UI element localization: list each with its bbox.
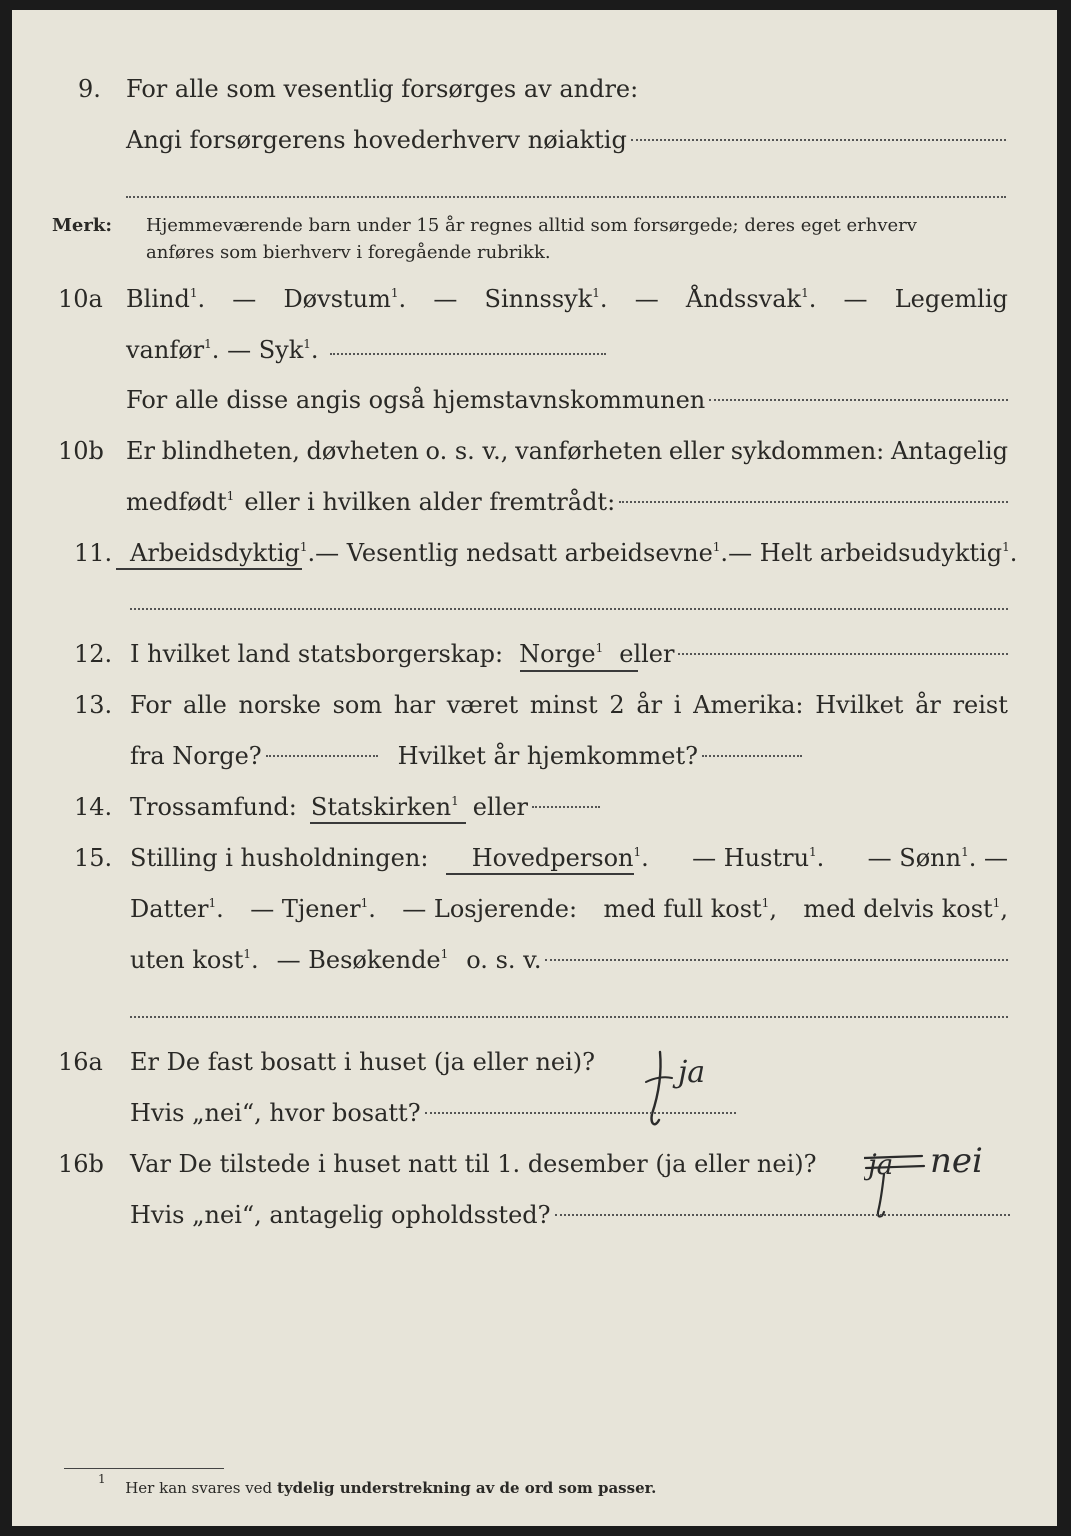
q16a-line1: Er De fast bosatt i huset (ja eller nei)? bbox=[130, 1048, 596, 1076]
q16a-answer-field[interactable] bbox=[425, 1112, 736, 1114]
q11-answer-field[interactable] bbox=[130, 608, 1008, 610]
word: har bbox=[393, 691, 436, 719]
footnote bbox=[98, 1472, 657, 1498]
q10a-number: 10a bbox=[58, 285, 103, 313]
option-sinnssyk[interactable]: Sinnssyk$^1$. bbox=[484, 285, 608, 313]
handwritten-underline-statskirken bbox=[310, 822, 466, 824]
word: været bbox=[446, 691, 519, 719]
merk-label: Merk: bbox=[52, 215, 112, 236]
q13-line1 bbox=[130, 688, 1008, 722]
q16b-line2-text: Hvis „nei“, antagelig opholdssted? bbox=[130, 1201, 551, 1229]
q16a-number: 16a bbox=[58, 1048, 103, 1076]
hjemstavn-text: For alle disse angis også hjemstavnskommunen bbox=[126, 386, 706, 414]
footnote-plain: Her kan svares ved bbox=[125, 1479, 273, 1497]
word: i bbox=[673, 691, 682, 719]
option-syk[interactable]: Syk$^1$. bbox=[258, 336, 319, 364]
q14-text: Trossamfund: bbox=[130, 793, 297, 821]
dash: — bbox=[843, 285, 868, 313]
word: eller bbox=[668, 437, 725, 465]
option-vesentlig-nedsatt[interactable]: — Vesentlig nedsatt arbeidsevne$^1$. bbox=[315, 539, 729, 567]
option-sonn[interactable]: — Sønn$^1$. — bbox=[867, 844, 1008, 872]
option-uten-kost[interactable]: uten kost$^1$. bbox=[130, 946, 259, 974]
option-vanfor[interactable]: vanfør$^1$. bbox=[126, 336, 220, 364]
word: Hvilket bbox=[815, 691, 904, 719]
handwritten-underline-norge bbox=[520, 670, 638, 672]
word: Antagelig bbox=[890, 437, 1008, 465]
q10a-line2 bbox=[126, 333, 606, 367]
q10b-answer-field[interactable] bbox=[619, 501, 1008, 503]
q10a-line1 bbox=[126, 282, 1008, 316]
option-dovstum[interactable]: Døvstum$^1$. bbox=[283, 285, 407, 313]
q16b-line2 bbox=[130, 1198, 1010, 1232]
option-statskirken[interactable]: Statskirken$^1$ bbox=[310, 793, 459, 821]
footnote-rule bbox=[64, 1468, 224, 1469]
q15-line2 bbox=[130, 892, 1008, 926]
q12-eller: eller bbox=[619, 640, 675, 668]
option-blind[interactable]: Blind$^1$. bbox=[126, 285, 206, 313]
word: alle bbox=[182, 691, 227, 719]
merk-line1: Hjemmeværende barn under 15 år regnes alltid som forsørgede; deres eget erhverv bbox=[146, 215, 917, 236]
q16a-line2 bbox=[130, 1096, 736, 1130]
q15-answer-field[interactable] bbox=[545, 959, 1008, 961]
answer-ja-text: ja bbox=[678, 1055, 706, 1090]
word: 2 bbox=[609, 691, 625, 719]
hjemkommet-field[interactable] bbox=[702, 755, 802, 757]
word: Er bbox=[126, 437, 155, 465]
census-form-page bbox=[12, 10, 1057, 1526]
q16b-answer-field[interactable] bbox=[555, 1214, 1010, 1216]
q10a-line3 bbox=[126, 383, 1008, 417]
option-norge[interactable]: Norge$^1$ bbox=[519, 640, 604, 668]
dash: — bbox=[634, 285, 659, 313]
handwritten-underline-hovedperson bbox=[446, 873, 634, 875]
q12-number: 12. bbox=[74, 640, 113, 668]
word: år bbox=[636, 691, 663, 719]
word: norske bbox=[238, 691, 321, 719]
fra-norge-field[interactable] bbox=[266, 755, 378, 757]
q10a-syk-field[interactable] bbox=[330, 353, 606, 355]
word: år bbox=[915, 691, 941, 719]
q12-answer-field[interactable] bbox=[678, 653, 1008, 655]
q9-answer-field[interactable] bbox=[631, 139, 1006, 141]
q15-stilling-text: Stilling i husholdningen: bbox=[130, 844, 429, 872]
option-andssvak[interactable]: Åndssvak$^1$. bbox=[685, 285, 817, 313]
option-medfodt[interactable]: medfødt$^1$ bbox=[126, 488, 235, 516]
hjemkommet-text: Hvilket år hjemkommet? bbox=[397, 742, 699, 770]
q14-line1 bbox=[130, 790, 600, 824]
option-arbeidsdyktig[interactable]: Arbeidsdyktig$^1$. bbox=[130, 539, 316, 567]
q10b-line1 bbox=[126, 434, 1008, 468]
q13-line2 bbox=[130, 739, 802, 773]
q14-number: 14. bbox=[74, 793, 113, 821]
word: som bbox=[332, 691, 383, 719]
option-besokende[interactable]: — Besøkende$^1$ bbox=[276, 946, 449, 974]
footnote-mark: 1 bbox=[98, 1472, 106, 1486]
q10b-line2 bbox=[126, 485, 1008, 519]
q15-answer-field-2[interactable] bbox=[130, 1016, 1008, 1018]
q11-number: 11. bbox=[74, 539, 113, 567]
option-helt-arbeidsudyktig[interactable]: — Helt arbeidsudyktig$^1$. bbox=[728, 539, 1018, 567]
option-hustru[interactable]: — Hustru$^1$. bbox=[692, 844, 825, 872]
word: døvheten bbox=[306, 437, 419, 465]
handwritten-underline-arbeidsdyktig bbox=[116, 568, 302, 570]
word: o. s. v., bbox=[425, 437, 509, 465]
losjerende-text: — Losjerende: bbox=[402, 895, 578, 923]
answer-nei-text: nei bbox=[930, 1141, 983, 1181]
hjemstavn-field[interactable] bbox=[709, 399, 1008, 401]
answer-ja-struck-text: ja bbox=[868, 1148, 894, 1181]
word: minst bbox=[529, 691, 598, 719]
q12-text: I hvilket land statsborgerskap: bbox=[130, 640, 504, 668]
option-tjener[interactable]: — Tjener$^1$. bbox=[250, 895, 376, 923]
q16a-line2-text: Hvis „nei“, hvor bosatt? bbox=[130, 1099, 421, 1127]
word: reist bbox=[952, 691, 1008, 719]
dash: — bbox=[227, 336, 252, 364]
merk-line2: anføres som bierhverv i foregående rubrikk. bbox=[146, 242, 551, 263]
q10b-line2-text: eller i hvilken alder fremtrådt: bbox=[244, 488, 616, 516]
option-datter[interactable]: Datter$^1$. bbox=[130, 895, 224, 923]
q16b-number: 16b bbox=[58, 1150, 104, 1178]
option-delvis-kost[interactable]: med delvis kost$^1$, bbox=[803, 895, 1008, 923]
fra-norge-text: fra Norge? bbox=[130, 742, 262, 770]
q13-number: 13. bbox=[74, 691, 113, 719]
q11-line1 bbox=[130, 536, 1018, 570]
q10b-number: 10b bbox=[58, 437, 104, 465]
option-hovedperson[interactable]: Hovedperson$^1$. bbox=[471, 844, 649, 872]
word: vanførheten bbox=[515, 437, 663, 465]
q14-eller: eller bbox=[472, 793, 528, 821]
footnote-bold: tydelig understrekning av de ord som passer. bbox=[276, 1479, 657, 1497]
dash: — bbox=[433, 285, 458, 313]
option-full-kost[interactable]: med full kost$^1$, bbox=[603, 895, 777, 923]
q9-line2[interactable] bbox=[126, 123, 1006, 157]
word: blindheten, bbox=[161, 437, 300, 465]
q15-line3 bbox=[130, 943, 1008, 977]
dash: — bbox=[232, 285, 257, 313]
q9-number: 9. bbox=[78, 75, 101, 103]
q9-answer-field-2[interactable] bbox=[126, 196, 1006, 198]
q14-answer-field[interactable] bbox=[532, 806, 600, 808]
q12-line1 bbox=[130, 637, 1008, 671]
q16b-line1: Var De tilstede i huset natt til 1. desember (ja eller nei)? bbox=[130, 1150, 817, 1178]
word: sykdommen: bbox=[730, 437, 885, 465]
q9-line2-text: Angi forsørgerens hovederhverv nøiaktig bbox=[126, 126, 627, 154]
q9-line1: For alle som vesentlig forsørges av andre: bbox=[126, 75, 639, 103]
word: For bbox=[130, 691, 172, 719]
word: Amerika: bbox=[693, 691, 804, 719]
q15-number: 15. bbox=[74, 844, 113, 872]
q15-line1 bbox=[130, 841, 1008, 875]
q15-osv: o. s. v. bbox=[466, 946, 542, 974]
option-legemlig-label: Legemlig bbox=[894, 285, 1008, 313]
